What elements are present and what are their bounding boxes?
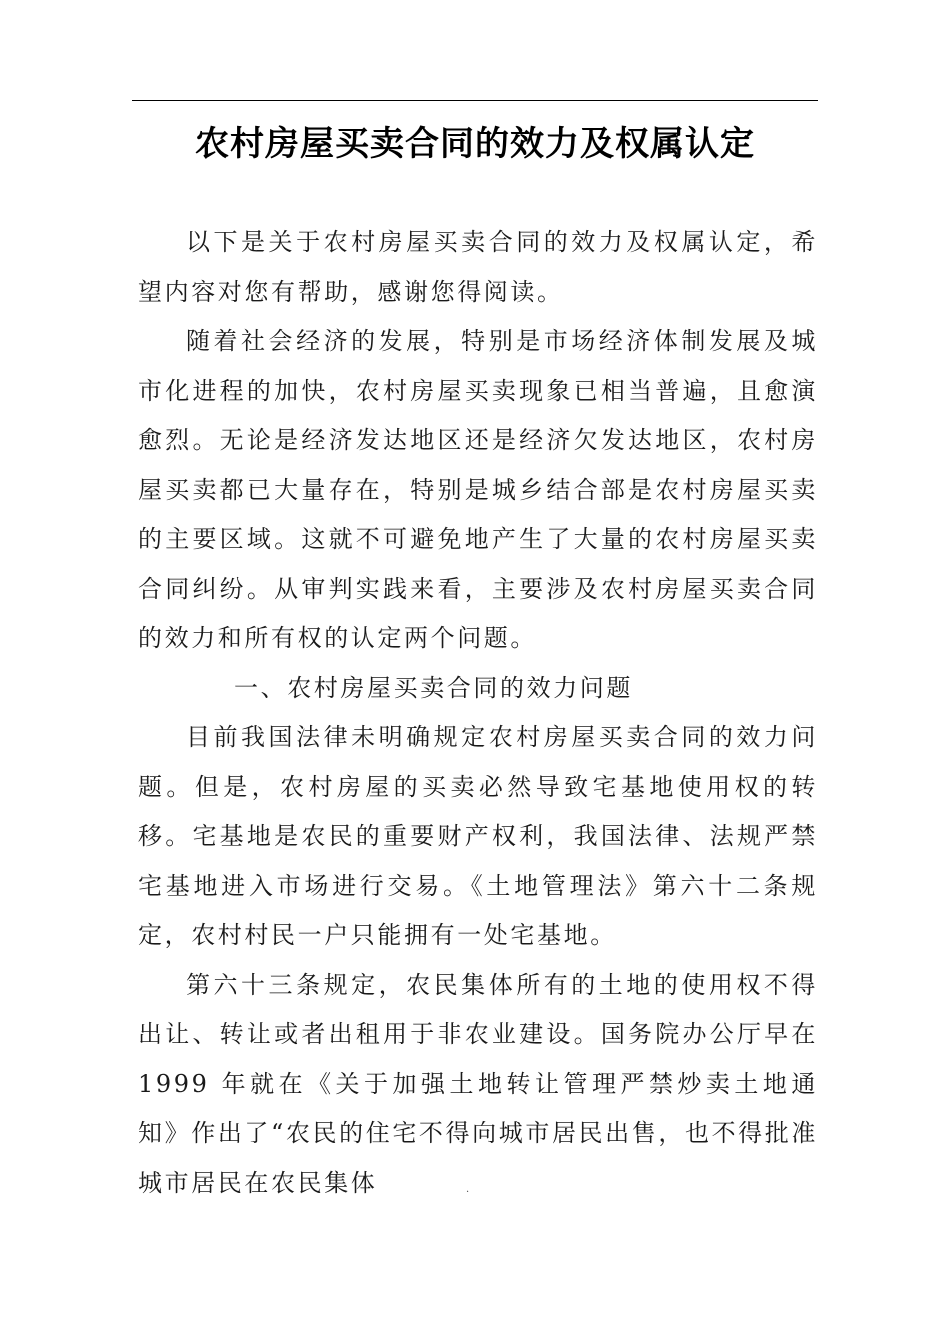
page-footer-mark: · <box>466 1187 470 1198</box>
section-heading: 一、农村房屋买卖合同的效力问题 <box>234 673 633 702</box>
document-body <box>138 218 818 1208</box>
document-title: 农村房屋买卖合同的效力及权属认定 <box>195 124 755 164</box>
law-paragraph: 目前我国法律未明确规定农村房屋买卖合同的效力问题。但是，农村房屋的买卖必然导致宅基地使用权的转移。宅基地是农民的重要财产权利，我国法律、法规严禁宅基地进入市场进行交易。《土地管理法》第六十二条规定，农村村民一户只能拥有一处宅基地。 <box>138 723 818 949</box>
header-rule <box>132 100 818 101</box>
background-paragraph: 随着社会经济的发展，特别是市场经济体制发展及城市化进程的加快，农村房屋买卖现象已相当普遍，且愈演愈烈。无论是经济发达地区还是经济欠发达地区，农村房屋买卖都已大量存在，特别是城乡结合部是农村房屋买卖的主要区域。这就不可避免地产生了大量的农村房屋买卖合同纠纷。从审判实践来看，主要涉及农村房屋买卖合同的效力和所有权的认定两个问题。 <box>138 327 818 652</box>
article-63-paragraph: 第六十三条规定，农民集体所有的土地的使用权不得出让、转让或者出租用于非农业建设。国务院办公厅早在 1999 年就在《关于加强土地转让管理严禁炒卖土地通知》作出了“农民的住宅不得向城市居民出售，也不得批准城市居民在农民集体 <box>138 970 818 1197</box>
intro-paragraph: 以下是关于农村房屋买卖合同的效力及权属认定，希望内容对您有帮助，感谢您得阅读。 <box>138 228 818 306</box>
